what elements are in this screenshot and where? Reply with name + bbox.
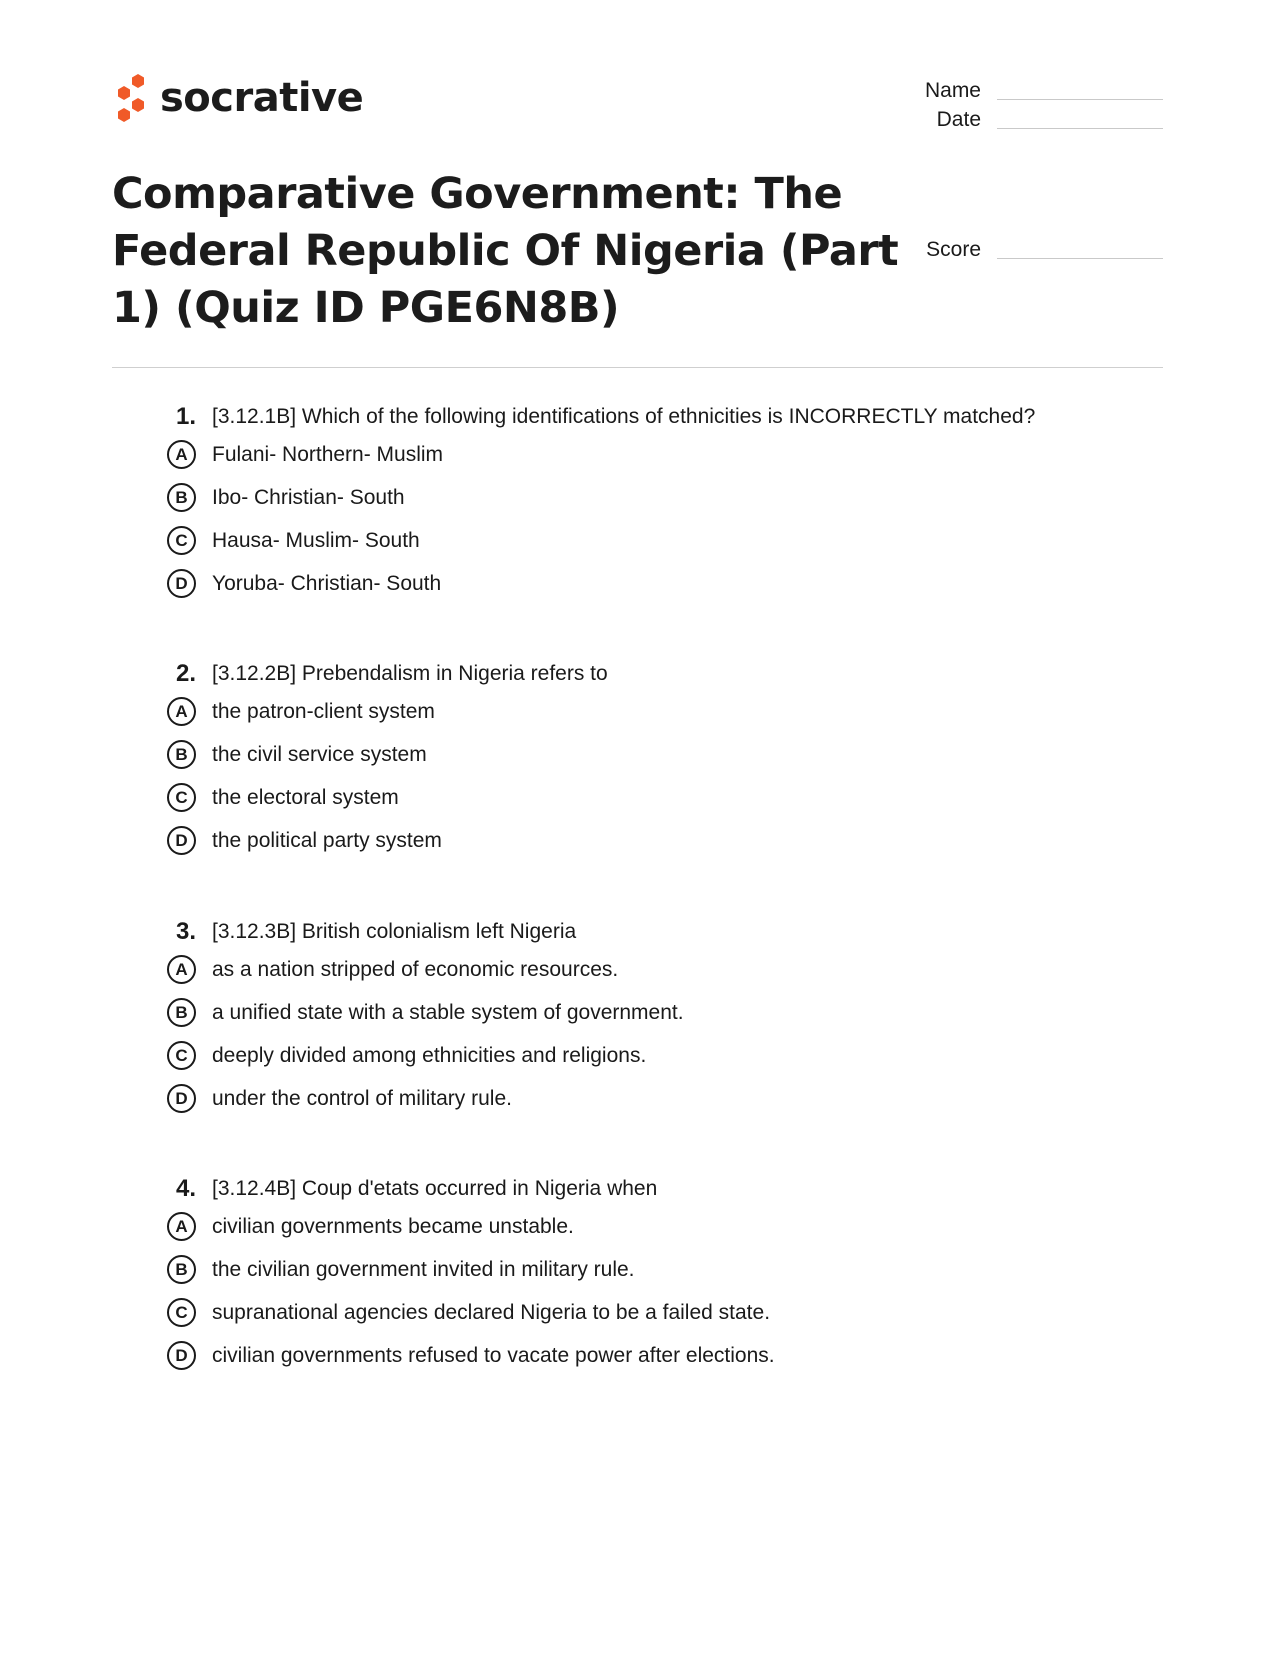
option-c[interactable]	[112, 1035, 1112, 1078]
option-text: a unified state with a stable system of government.	[212, 1001, 684, 1024]
option-d[interactable]	[112, 1335, 1112, 1378]
option-a[interactable]	[112, 949, 1112, 992]
question-2	[112, 657, 1112, 863]
hexagon-cluster-icon	[112, 73, 150, 123]
option-text: Hausa- Muslim- South	[212, 529, 420, 552]
option-text: civilian governments refused to vacate power after elections.	[212, 1344, 775, 1367]
date-underline[interactable]	[997, 128, 1163, 129]
name-underline[interactable]	[997, 99, 1163, 100]
option-letter-circle[interactable]: D	[167, 826, 196, 855]
option-d[interactable]	[112, 1078, 1112, 1121]
option-text: Yoruba- Christian- South	[212, 572, 442, 595]
socrative-logo	[112, 70, 363, 126]
option-text: the electoral system	[212, 786, 399, 809]
question-number: 2.	[175, 660, 196, 687]
option-text: under the control of military rule.	[212, 1087, 512, 1110]
option-text: the civilian government invited in military rule.	[212, 1258, 635, 1281]
question-header	[112, 400, 1112, 434]
question-text: [3.12.3B] British colonialism left Nigeria	[212, 920, 577, 943]
quiz-title: Comparative Government: The Federal Republic Of Nigeria (Part 1) (Quiz ID PGE6N8B)	[112, 169, 899, 333]
date-label: Date	[936, 108, 981, 131]
option-d[interactable]	[112, 563, 1112, 606]
date-field[interactable]	[903, 105, 1163, 135]
option-a[interactable]	[112, 434, 1112, 477]
option-c[interactable]	[112, 777, 1112, 820]
name-field[interactable]	[903, 76, 1163, 106]
option-c[interactable]	[112, 520, 1112, 563]
option-letter-circle[interactable]: C	[167, 783, 196, 812]
question-number: 4.	[175, 1175, 196, 1202]
option-d[interactable]	[112, 820, 1112, 863]
question-4	[112, 1172, 1112, 1378]
option-letter-circle[interactable]: B	[167, 740, 196, 769]
option-letter-circle[interactable]: A	[167, 1212, 196, 1241]
option-a[interactable]	[112, 1206, 1112, 1249]
option-letter-circle[interactable]: A	[167, 440, 196, 469]
header-divider	[112, 367, 1163, 368]
name-label: Name	[924, 79, 981, 102]
option-b[interactable]	[112, 734, 1112, 777]
option-text: Fulani- Northern- Muslim	[212, 443, 444, 466]
logo-wordmark: socrative	[160, 75, 364, 121]
option-letter-circle[interactable]: C	[167, 526, 196, 555]
option-a[interactable]	[112, 691, 1112, 734]
score-field[interactable]	[903, 235, 1163, 265]
question-number: 1.	[175, 403, 196, 430]
option-letter-circle[interactable]: B	[167, 998, 196, 1027]
option-letter-circle[interactable]: B	[167, 1255, 196, 1284]
option-text: Ibo- Christian- South	[212, 486, 405, 509]
option-text: the patron-client system	[212, 700, 435, 723]
option-letter-circle[interactable]: D	[167, 1341, 196, 1370]
option-letter-circle[interactable]: C	[167, 1298, 196, 1327]
question-text: [3.12.2B] Prebendalism in Nigeria refers to	[212, 662, 608, 685]
question-text: [3.12.1B] Which of the following identifications of ethnicities is INCORRECTLY matched?	[212, 405, 1036, 428]
option-b[interactable]	[112, 477, 1112, 520]
option-text: civilian governments became unstable.	[212, 1215, 574, 1238]
question-header	[112, 915, 1112, 949]
option-letter-circle[interactable]: D	[167, 569, 196, 598]
option-text: supranational agencies declared Nigeria to be a failed state.	[212, 1301, 771, 1324]
question-number: 3.	[175, 918, 196, 945]
option-b[interactable]	[112, 1249, 1112, 1292]
option-text: as a nation stripped of economic resources.	[212, 958, 619, 981]
option-text: the civil service system	[212, 743, 427, 766]
student-info-fields	[903, 0, 1163, 280]
question-3	[112, 915, 1112, 1121]
option-letter-circle[interactable]: B	[167, 483, 196, 512]
score-label: Score	[926, 238, 981, 261]
option-b[interactable]	[112, 992, 1112, 1035]
question-header	[112, 657, 1112, 691]
option-letter-circle[interactable]: A	[167, 955, 196, 984]
question-1	[112, 400, 1112, 606]
score-underline[interactable]	[997, 258, 1163, 259]
question-text: [3.12.4B] Coup d'etats occurred in Nigeria when	[212, 1177, 658, 1200]
option-letter-circle[interactable]: D	[167, 1084, 196, 1113]
option-c[interactable]	[112, 1292, 1112, 1335]
option-letter-circle[interactable]: C	[167, 1041, 196, 1070]
option-text: the political party system	[212, 829, 442, 852]
option-text: deeply divided among ethnicities and religions.	[212, 1044, 647, 1067]
question-header	[112, 1172, 1112, 1206]
option-letter-circle[interactable]: A	[167, 697, 196, 726]
